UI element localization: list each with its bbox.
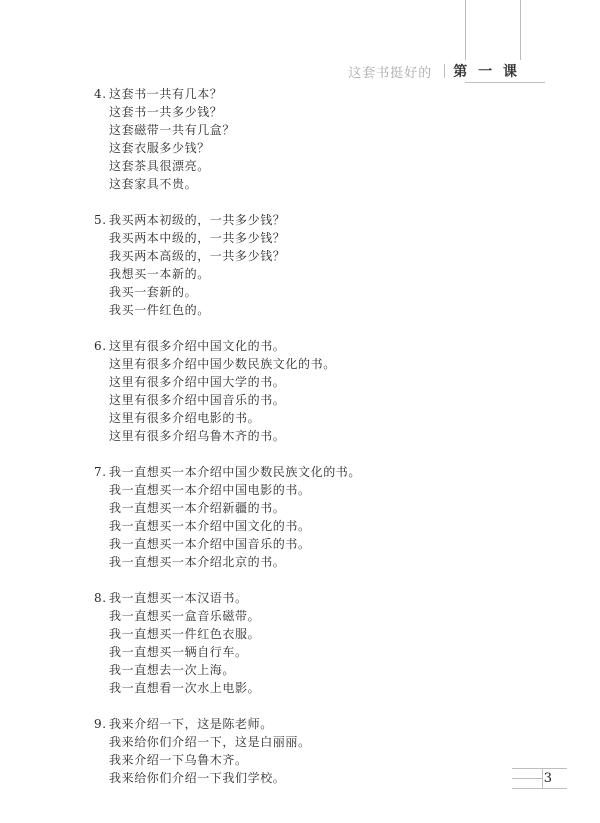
sentence-text: 这里有很多介绍中国少数民族文化的书。: [109, 357, 336, 371]
sentence-line: [94, 661, 524, 679]
page-header: [348, 60, 520, 82]
sentence-text: 我买一件红色的。: [109, 303, 210, 317]
sentence-group: [94, 715, 524, 787]
sentence-line: [94, 535, 524, 553]
sentence-text: 我一直想买一盒音乐磁带。: [109, 609, 261, 623]
lesson-number: 第 一 课: [453, 64, 520, 80]
lesson-title: 这套书挺好的: [348, 65, 433, 81]
sentence-text: 这套磁带一共有几盒？: [109, 123, 236, 137]
sentence-group-first-line: [94, 589, 524, 607]
group-number: 7.: [94, 465, 107, 479]
sentence-line: [94, 409, 524, 427]
sentence-text: 我想买一本新的。: [109, 267, 210, 281]
sentence-line: [94, 679, 524, 697]
sentence-text: 我买一套新的。: [109, 285, 198, 299]
sentence-group-first-line: [94, 85, 524, 103]
sentence-line: [94, 283, 524, 301]
sentence-line: [94, 373, 524, 391]
group-number: 5.: [94, 213, 107, 227]
sentence-text: 我一直想买一本介绍北京的书。: [109, 555, 286, 569]
sentence-line: [94, 553, 524, 571]
sentence-group: [94, 85, 524, 193]
group-number: 4.: [94, 87, 107, 101]
sentence-text: 这套书一共有几本？: [109, 87, 223, 101]
sentence-text: 我一直想买一本介绍中国电影的书。: [109, 483, 311, 497]
sentence-text: 我来介绍一下乌鲁木齐。: [109, 753, 248, 767]
sentence-text: 这套衣服多少钱？: [109, 141, 210, 155]
header-underline: [465, 82, 545, 83]
sentence-line: [94, 157, 524, 175]
sentence-line: [94, 139, 524, 157]
sentence-text: 我来给你们介绍一下，这是白丽丽。: [109, 735, 311, 749]
sentence-line: [94, 121, 524, 139]
sentence-text: 这里有很多介绍中国文化的书。: [109, 339, 286, 353]
page-number: 3: [543, 771, 552, 786]
sentence-group: [94, 337, 524, 445]
group-number: 8.: [94, 591, 107, 605]
sentence-text: 我一直想买一辆自行车。: [109, 645, 248, 659]
sentence-line: [94, 427, 524, 445]
sentence-text: 我一直想买一件红色衣服。: [109, 627, 261, 641]
sentence-text: 我来给你们介绍一下我们学校。: [109, 771, 286, 785]
sentence-text: 我买两本初级的，一共多少钱？: [109, 213, 286, 227]
sentence-line: [94, 229, 524, 247]
sentence-group: [94, 463, 524, 571]
sentence-group: [94, 589, 524, 697]
sentence-line: [94, 733, 524, 751]
sentence-line: [94, 517, 524, 535]
exercise-content: [94, 85, 524, 805]
sentence-text: 我一直想买一本介绍新疆的书。: [109, 501, 286, 515]
header-separator: [444, 64, 445, 78]
sentence-line: [94, 607, 524, 625]
sentence-text: 我买两本中级的，一共多少钱？: [109, 231, 286, 245]
sentence-line: [94, 751, 524, 769]
sentence-line: [94, 103, 524, 121]
sentence-line: [94, 355, 524, 373]
sentence-line: [94, 625, 524, 643]
sentence-line: [94, 643, 524, 661]
sentence-text: 我一直想看一次水上电影。: [109, 681, 261, 695]
group-number: 6.: [94, 339, 107, 353]
sentence-group: [94, 211, 524, 319]
sentence-text: 我一直想买一本汉语书。: [109, 591, 248, 605]
sentence-group-first-line: [94, 715, 524, 733]
sentence-line: [94, 481, 524, 499]
sentence-group-first-line: [94, 463, 524, 481]
sentence-text: 我一直想去一次上海。: [109, 663, 236, 677]
sentence-text: 我一直想买一本介绍中国少数民族文化的书。: [109, 465, 362, 479]
sentence-line: [94, 265, 524, 283]
sentence-text: 这里有很多介绍中国音乐的书。: [109, 393, 286, 407]
group-number: 9.: [94, 717, 107, 731]
sentence-text: 我一直想买一本介绍中国文化的书。: [109, 519, 311, 533]
header-vertical-rule: [465, 0, 466, 60]
sentence-group-first-line: [94, 337, 524, 355]
sentence-text: 我一直想买一本介绍中国音乐的书。: [109, 537, 311, 551]
sentence-text: 这里有很多介绍中国大学的书。: [109, 375, 286, 389]
sentence-group-first-line: [94, 211, 524, 229]
sentence-text: 这里有很多介绍电影的书。: [109, 411, 261, 425]
sentence-line: [94, 391, 524, 409]
sentence-text: 这套家具不贵。: [109, 177, 198, 191]
sentence-text: 这套茶具很漂亮。: [109, 159, 210, 173]
header-vertical-rule-2: [520, 0, 521, 60]
sentence-line: [94, 247, 524, 265]
sentence-text: 我买两本高级的，一共多少钱？: [109, 249, 286, 263]
sentence-text: 我来介绍一下，这是陈老师。: [109, 717, 273, 731]
sentence-text: 这套书一共多少钱？: [109, 105, 223, 119]
sentence-line: [94, 301, 524, 319]
sentence-line: [94, 175, 524, 193]
sentence-line: [94, 769, 524, 787]
sentence-text: 这里有很多介绍乌鲁木齐的书。: [109, 429, 286, 443]
sentence-line: [94, 499, 524, 517]
